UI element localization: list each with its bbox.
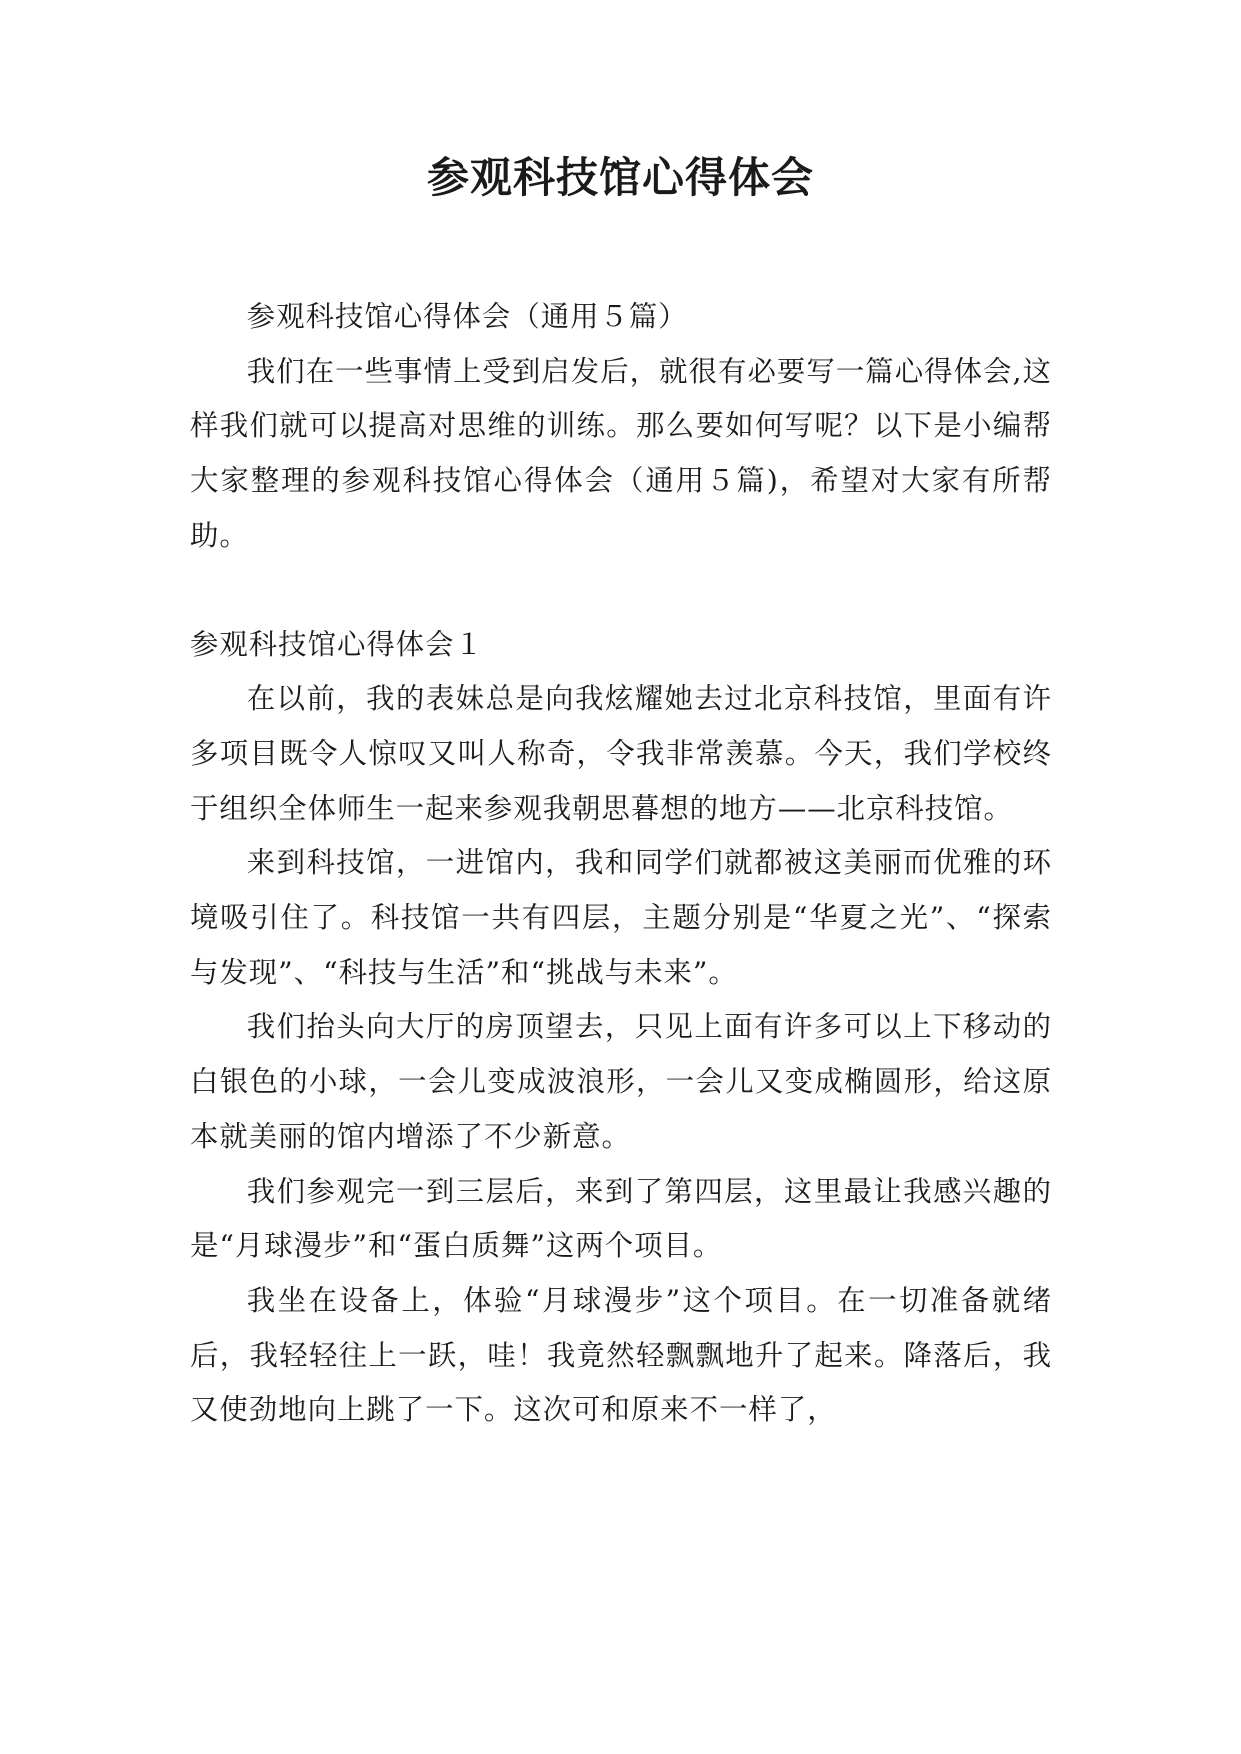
- intro-paragraph: 我们在一些事情上受到启发后，就很有必要写一篇心得体会,这样我们就可以提高对思维的训练。那么要如何写呢？以下是小编帮大家整理的参观科技馆心得体会（通用５篇)，希望对大家有所帮助。: [190, 354, 1052, 552]
- document-body: [190, 290, 1052, 1438]
- body-paragraph: 我们参观完一到三层后，来到了第四层，这里最让我感兴趣的是“月球漫步”和“蛋白质舞”这两个项目。: [190, 1174, 1052, 1263]
- document-subtitle: 参观科技馆心得体会（通用５篇）: [246, 300, 688, 333]
- body-paragraph: 我坐在设备上，体验“月球漫步”这个项目。在一切准备就绪后，我轻轻往上一跃，哇！我竟然轻飘飘地升了起来。降落后，我又使劲地向上跳了一下。这次可和原来不一样了，: [190, 1283, 1052, 1427]
- body-paragraph: 在以前，我的表妹总是向我炫耀她去过北京科技馆，里面有许多项目既令人惊叹又叫人称奇，令我非常羡慕。今天，我们学校终于组织全体师生一起来参观我朝思暮想的地方——北京科技馆。: [190, 682, 1052, 825]
- section-heading: 参观科技馆心得体会１: [190, 627, 484, 661]
- body-paragraph: 来到科技馆，一进馆内，我和同学们就都被这美丽而优雅的环境吸引住了。科技馆一共有四层，主题分别是“华夏之光”、“探索与发现”、“科技与生活”和“挑战与未来”。: [190, 846, 1052, 989]
- body-paragraph: 我们抬头向大厅的房顶望去，只见上面有许多可以上下移动的白银色的小球，一会儿变成波浪形，一会儿又变成椭圆形，给这原本就美丽的馆内增添了不少新意。: [190, 1010, 1052, 1153]
- document-title: 参观科技馆心得体会: [426, 153, 814, 202]
